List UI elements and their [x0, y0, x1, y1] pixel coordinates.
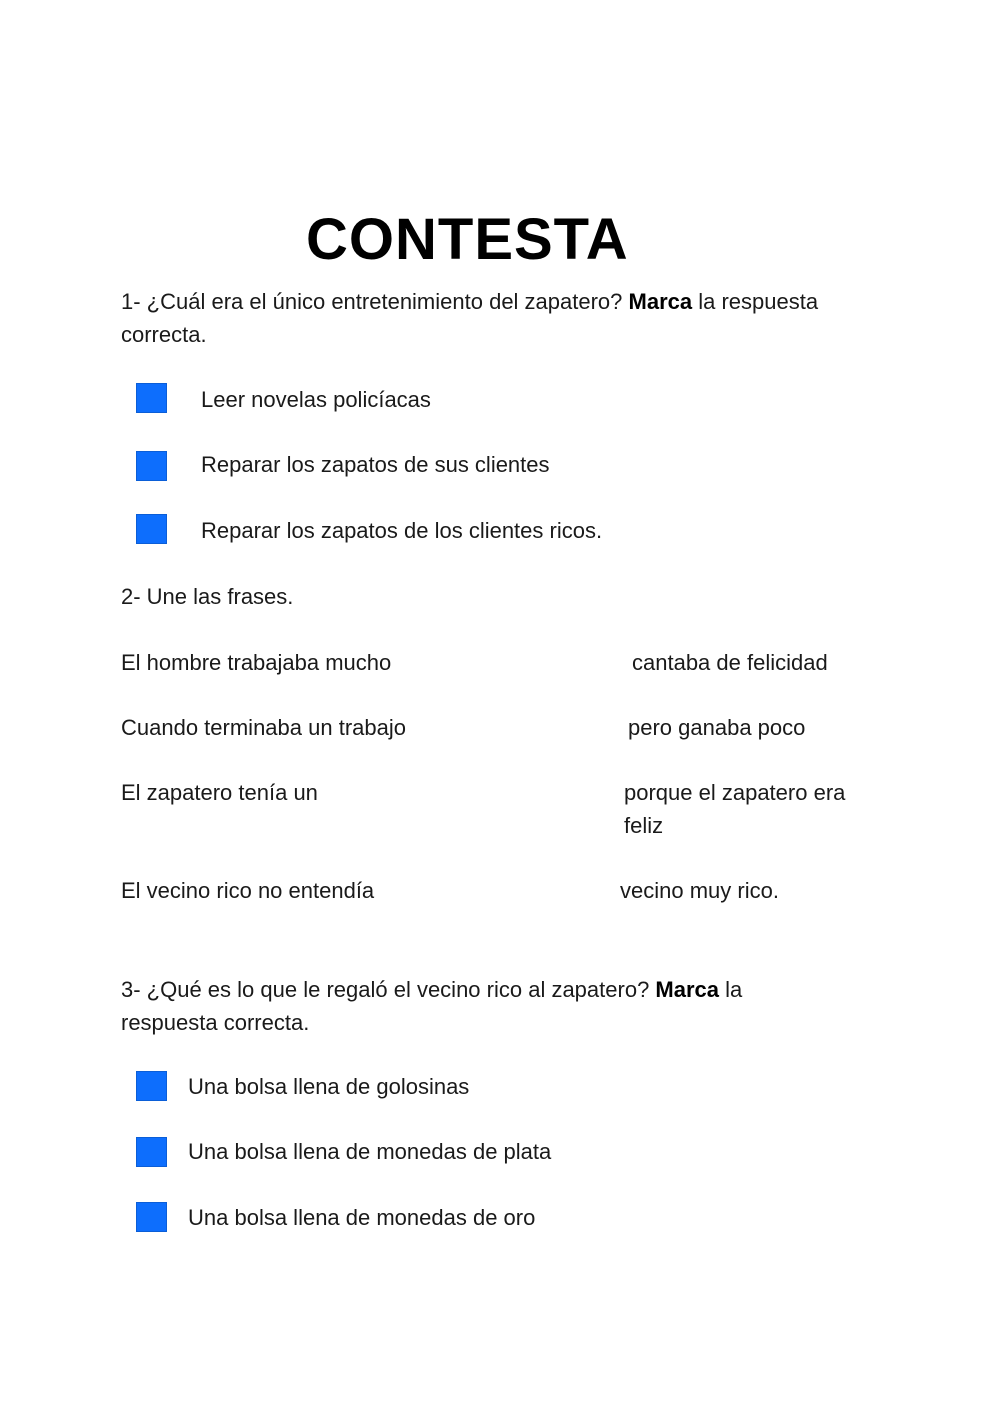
page-title: CONTESTA	[306, 207, 629, 272]
question-3-suffix: la	[719, 977, 743, 1002]
question-3-line2: respuesta correcta.	[121, 1010, 310, 1035]
match-right-4[interactable]: vecino muy rico.	[620, 878, 779, 903]
match-left-3[interactable]: El zapatero tenía un	[121, 780, 318, 805]
match-left-1[interactable]: El hombre trabajaba mucho	[121, 650, 392, 675]
question-3-text	[121, 973, 921, 1039]
match-right-3[interactable]	[624, 776, 845, 842]
match-left-2[interactable]: Cuando terminaba un trabajo	[121, 715, 406, 740]
question-1-prompt: 1- ¿Cuál era el único entretenimiento del zapatero?	[121, 289, 629, 314]
q3-option-1-label: Una bolsa llena de golosinas	[188, 1074, 470, 1099]
question-1-bold: Marca	[628, 289, 693, 314]
q3-option-2-label: Una bolsa llena de monedas de plata	[188, 1139, 552, 1164]
q3-option-1-checkbox[interactable]	[136, 1071, 167, 1101]
match-right-1[interactable]: cantaba de felicidad	[632, 650, 828, 675]
q3-option-2-checkbox[interactable]	[136, 1137, 167, 1167]
q1-option-1-label: Leer novelas policíacas	[201, 387, 431, 412]
question-1-line2: correcta.	[121, 322, 207, 347]
q1-option-2-checkbox[interactable]	[136, 451, 167, 481]
question-1-suffix: la respuesta	[692, 289, 819, 314]
q3-option-3-checkbox[interactable]	[136, 1202, 167, 1232]
match-right-3-line1: porque el zapatero era	[624, 780, 846, 805]
question-3-prompt: 3- ¿Qué es lo que le regaló el vecino rico al zapatero?	[121, 977, 656, 1002]
match-right-3-line2: feliz	[624, 813, 664, 838]
q1-option-2-label: Reparar los zapatos de sus clientes	[201, 452, 550, 477]
match-left-4[interactable]: El vecino rico no entendía	[121, 878, 375, 903]
q3-option-3-label: Una bolsa llena de monedas de oro	[188, 1205, 536, 1230]
match-right-2[interactable]: pero ganaba poco	[628, 715, 806, 740]
question-3-bold: Marca	[655, 977, 720, 1002]
question-1-text	[121, 285, 921, 351]
question-2-heading: 2- Une las frases.	[121, 584, 294, 609]
q1-option-3-checkbox[interactable]	[136, 514, 167, 544]
q1-option-1-checkbox[interactable]	[136, 383, 167, 413]
q1-option-3-label: Reparar los zapatos de los clientes ricos.	[201, 518, 603, 543]
